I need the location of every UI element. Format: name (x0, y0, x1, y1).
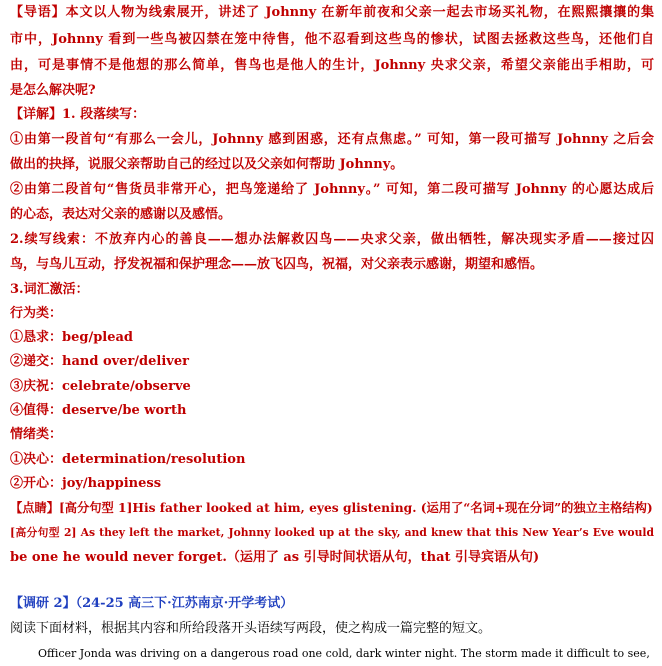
guide-line-2: 市中，Johnny 看到一些鸟被囚禁在笼中待售，他不忍看到这些鸟的惨状，试图去拯救这些鸟，还他们自 (10, 32, 654, 47)
detail-p1-line-2: 做出的抉择，说服父亲帮助自己的经过以及父亲如何帮助 Johnny。 (10, 157, 404, 172)
highlight-line-3: be one he would never forget.（运用了 as 引导时间状语从句，that 引导宾语从句) (10, 550, 540, 565)
guide-text-1: 本文以人物为线索展开，讲述了 Johnny 在新年前夜和父亲一起去市场买礼物，在熙熙攘攘的集 (65, 5, 654, 20)
vocab-heading: 3.词汇激活： (10, 282, 89, 297)
research-instruction: 阅读下面材料，根据其内容和所给段落开头语续写两段，使之构成一篇完整的短文。 (10, 621, 492, 636)
detail-p2-line-2: 的心态，表达对父亲的感谢以及感悟。 (10, 207, 232, 222)
research-title (10, 594, 654, 614)
vocab-action-item-1: ①恳求：beg/plead (10, 330, 134, 345)
highlight-line-1 (10, 498, 654, 518)
guide-line-4: 是怎么解决呢? (10, 83, 96, 98)
guide-label: 【导语】 (10, 5, 66, 20)
vocab-action-item-4: ④值得：deserve/be worth (10, 403, 187, 418)
detail-p1-line-1: ①由第一段首句“有那么一会儿，Johnny 感到困惑，还有点焦虑。” 可知，第一段可描写 Johnny 之后会 (10, 132, 654, 147)
highlight-sentence-1: [高分句型 1]His father looked at him, eyes glistening. (运用了“名词+现在分词”的独立主格结构) (59, 500, 653, 515)
highlight-line-2: [高分句型 2] As they left the market, Johnny looked up at the sky, and knew that this New Year’s Eve would (10, 526, 654, 539)
clue-line-2: 鸟，与鸟儿互动，抒发祝福和保护理念——放飞囚鸟，祝福，对父亲表示感谢，期望和感悟。 (10, 257, 544, 272)
vocab-emotion-item-1: ①决心：determination/resolution (10, 452, 246, 467)
vocab-action-item-3: ③庆祝：celebrate/observe (10, 379, 191, 394)
detail-heading (10, 105, 654, 125)
clue-line-1: 2.续写线索：不放弃内心的善良——想办法解救囚鸟——央求父亲，做出牺牲，解决现实矛盾——接过囚 (10, 232, 654, 247)
research-source: （24-25 高三下·江苏南京·开学考试） (75, 596, 294, 611)
research-label: 【调研 2】 (10, 596, 76, 611)
vocab-action-item-2: ②递交：hand over/deliver (10, 354, 189, 369)
vocab-emotion-title: 情绪类： (10, 427, 63, 442)
vocab-emotion-item-2: ②开心：joy/happiness (10, 476, 162, 491)
vocab-action-title: 行为类： (10, 306, 63, 321)
detail-heading-text: 1. 段落续写： (62, 107, 146, 122)
detail-label: 【详解】 (10, 107, 63, 122)
guide-line-3: 由，可是事情不是他想的那么简单，售鸟也是他人的生计，Johnny 央求父亲，希望父亲能出手相助，可 (10, 58, 654, 73)
guide-line-1 (10, 3, 654, 23)
detail-p2-line-1: ②由第二段首句“售货员非常开心，把鸟笼递给了 Johnny。” 可知，第二段可描写 Johnny 的心愿达成后 (10, 182, 654, 197)
highlight-label: 【点睛】 (10, 500, 59, 515)
story-first-line: Officer Jonda was driving on a dangerous road one cold, dark winter night. The storm made it difficult to see, (38, 647, 650, 660)
